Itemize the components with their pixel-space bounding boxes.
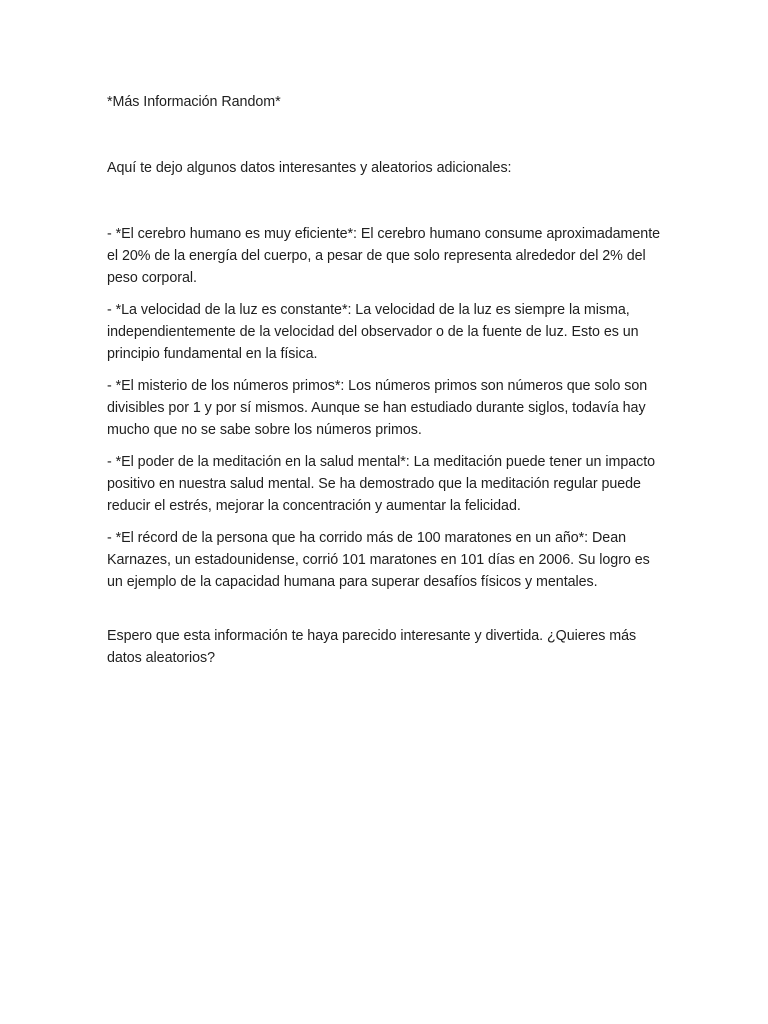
fact-item-marathons: - *El récord de la persona que ha corrido más de 100 maratones en un año*: Dean Karnazes, un estadounidense, corrió 101 maratones en 101 días en 2006. Su logro es un ejemplo de la capacidad humana para superar desafíos físicos y mentales.: [107, 530, 650, 590]
document-title: *Más Información Random*: [107, 94, 281, 110]
fact-item-light-speed: - *La velocidad de la luz es constante*: La velocidad de la luz es siempre la misma, independientemente de la velocidad del observador o de la fuente de luz. Esto es un principio fundamental en la física.: [107, 302, 639, 362]
intro-paragraph: Aquí te dejo algunos datos interesantes y aleatorios adicionales:: [107, 160, 512, 176]
document-body: [107, 91, 667, 669]
fact-list: [107, 223, 667, 593]
fact-item-brain: - *El cerebro humano es muy eficiente*: El cerebro humano consume aproximadamente el 20% de la energía del cuerpo, a pesar de que solo representa alrededor del 2% del peso corporal.: [107, 226, 661, 286]
closing-paragraph: Espero que esta información te haya parecido interesante y divertida. ¿Quieres más datos aleatorios?: [107, 628, 637, 666]
fact-item-prime-numbers: - *El misterio de los números primos*: Los números primos son números que solo son divisibles por 1 y por sí mismos. Aunque se han estudiado durante siglos, todavía hay mucho que no se sabe sobre los números primos.: [107, 378, 648, 438]
fact-item-meditation: - *El poder de la meditación en la salud mental*: La meditación puede tener un impacto positivo en nuestra salud mental. Se ha demostrado que la meditación regular puede reducir el estrés, mejorar la concentración y aumentar la felicidad.: [107, 454, 656, 514]
